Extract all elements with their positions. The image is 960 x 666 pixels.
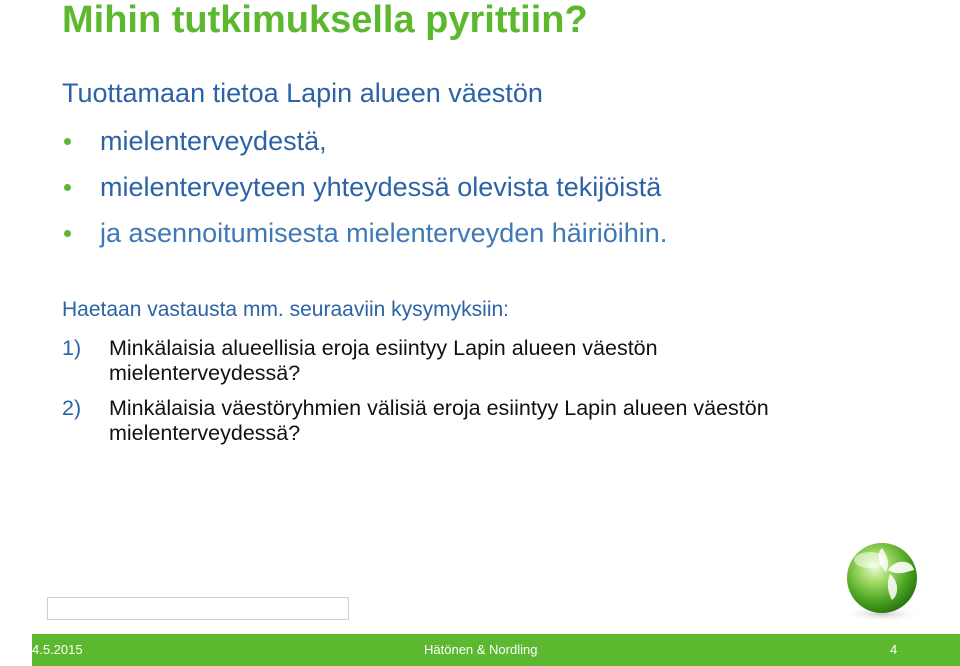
- bullet-item: [62, 216, 667, 262]
- slide-title: Mihin tutkimuksella pyrittiin?: [62, 0, 588, 41]
- bullet-item: [62, 124, 667, 170]
- bullet-dot-icon: [64, 138, 71, 145]
- bullet-text: ja asennoitumisesta mielenterveyden häiriöihin.: [100, 218, 668, 248]
- footer-date: 4.5.2015: [32, 642, 83, 657]
- bullet-item: [62, 170, 667, 216]
- embedded-placeholder-box: [47, 597, 349, 620]
- bullet-text: mielenterveyteen yhteydessä olevista tekijöistä: [100, 172, 662, 202]
- question-number: 2): [62, 396, 82, 420]
- slide-footer: [32, 634, 960, 666]
- question-list: [62, 336, 849, 456]
- bullet-dot-icon: [64, 230, 71, 237]
- question-item: [62, 336, 849, 386]
- bullet-text: mielenterveydestä,: [100, 126, 327, 156]
- question-item: [62, 396, 849, 446]
- bullet-list: [62, 124, 667, 262]
- intro-text: Tuottamaan tietoa Lapin alueen väestön: [62, 78, 543, 108]
- page-number: 4: [890, 642, 898, 657]
- green-orb-leaf-icon: [826, 540, 930, 624]
- question-number: 1): [62, 336, 82, 360]
- bullet-dot-icon: [64, 184, 71, 191]
- question-text: Minkälaisia alueellisia eroja esiintyy Lapin alueen väestön mielenterveydessä?: [109, 336, 658, 385]
- footer-author: Hätönen & Nordling: [424, 642, 538, 657]
- questions-intro: Haetaan vastausta mm. seuraaviin kysymyksiin:: [62, 298, 509, 321]
- question-text: Minkälaisia väestöryhmien välisiä eroja esiintyy Lapin alueen väestön mielenterveydessä?: [109, 396, 769, 445]
